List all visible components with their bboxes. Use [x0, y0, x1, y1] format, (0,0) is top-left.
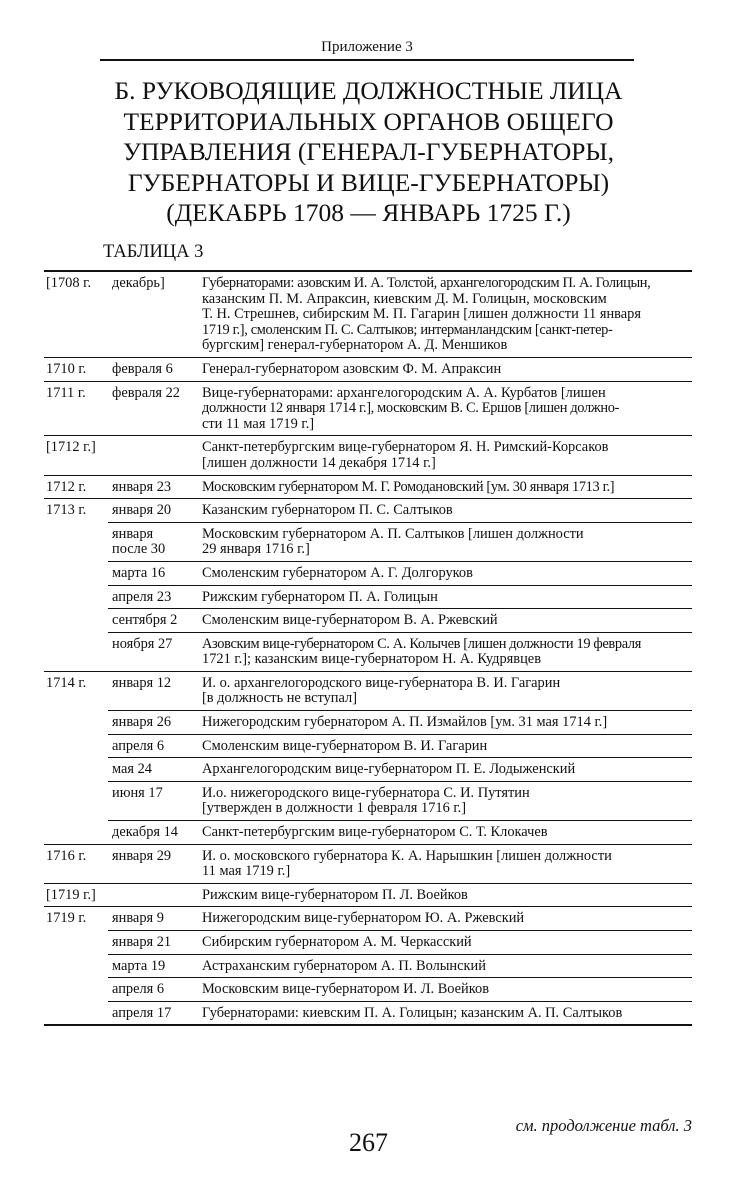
year-cell — [44, 978, 108, 1002]
description-cell — [199, 585, 692, 609]
text-line: [в должность не вступал] — [202, 690, 357, 707]
date-line: января — [112, 525, 154, 542]
table-row — [44, 978, 692, 1002]
description-cell — [199, 821, 692, 845]
year-cell: 1716 г. — [44, 844, 108, 883]
text-line: Азовским вице-губернатором С. А. Колычев [лишен должности 19 февраля — [202, 635, 641, 652]
table-row — [44, 585, 692, 609]
date-cell — [108, 436, 199, 475]
description-cell — [199, 931, 692, 955]
year-cell — [44, 734, 108, 758]
continuation-note: см. продолжение табл. 3 — [515, 1116, 692, 1135]
text-line: Смоленским вице-губернатором В. А. Ржевский — [202, 612, 498, 629]
year-cell: 1710 г. — [44, 357, 108, 381]
text-line: Губернаторами: киевским П. А. Голицын; казанским А. П. Салтыков — [202, 1004, 623, 1021]
year-cell — [44, 1001, 108, 1025]
table-row — [44, 844, 692, 883]
date-line: после 30 — [112, 541, 166, 558]
table-row — [44, 561, 692, 585]
text-line: Казанским губернатором П. С. Салтыков — [202, 502, 453, 519]
year-cell — [44, 711, 108, 735]
text-line: Смоленским вице-губернатором В. И. Гагарин — [202, 737, 488, 754]
running-head: Приложение 3 — [321, 39, 413, 55]
appointments-table — [44, 272, 692, 1026]
description-cell — [199, 272, 692, 357]
title-line: ГУБЕРНАТОРЫ И ВИЦЕ-ГУБЕРНАТОРЫ) — [127, 167, 610, 197]
text-line: Вице-губернаторами: архангелогородским А. А. Курбатов [лишен — [202, 384, 606, 401]
description-cell — [199, 781, 692, 820]
table-row — [44, 499, 692, 523]
running-head-rule — [100, 59, 634, 61]
description-cell — [199, 954, 692, 978]
text-line: [утвержден в должности 1 февраля 1716 г.] — [202, 800, 467, 817]
table-body — [44, 272, 692, 1025]
year-cell — [44, 632, 108, 671]
table-row — [44, 475, 692, 499]
table-row — [44, 632, 692, 671]
table-row — [44, 357, 692, 381]
text-line: Рижским губернатором П. А. Голицын — [202, 588, 438, 605]
year-cell: [1712 г.] — [44, 436, 108, 475]
description-cell — [199, 883, 692, 907]
text-line: [лишен должности 14 декабря 1714 г.] — [202, 454, 436, 471]
date-cell — [108, 883, 199, 907]
description-cell — [199, 711, 692, 735]
text-line: И. о. архангелогородского вице-губернатора В. И. Гагарин — [202, 674, 561, 691]
description-cell — [199, 499, 692, 523]
title-line: Б. РУКОВОДЯЩИЕ ДОЛЖНОСТНЫЕ ЛИЦА — [114, 76, 623, 105]
text-line: должности 12 января 1714 г.], московским В. С. Ершов [лишен должно- — [202, 400, 620, 417]
text-line: Генерал-губернатором азовским Ф. М. Апраксин — [202, 360, 502, 377]
text-line: Смоленским губернатором А. Г. Долгоруков — [202, 564, 473, 581]
text-line: Архангелогородским вице-губернатором П. Е. Лодыженский — [202, 761, 576, 778]
description-cell — [199, 671, 692, 710]
year-cell — [44, 561, 108, 585]
page-number: 267 — [349, 1128, 388, 1157]
date-cell: января 29 — [108, 844, 199, 883]
text-line: 29 января 1716 г.] — [202, 541, 310, 558]
date-cell: июня 17 — [108, 781, 199, 820]
year-cell: 1713 г. — [46, 502, 87, 519]
year-cell: 1711 г. — [44, 381, 108, 436]
description-cell — [199, 978, 692, 1002]
text-line: Нижегородским губернатором А. П. Измайлов [ум. 31 мая 1714 г.] — [202, 714, 608, 731]
date-cell: января 20 — [108, 499, 199, 523]
year-cell — [44, 931, 108, 955]
table-row — [44, 272, 692, 357]
text-line: Сибирским губернатором А. М. Черкасский — [202, 934, 472, 950]
date-cell: мая 24 — [108, 758, 199, 782]
year-cell — [44, 609, 108, 633]
table-row — [44, 758, 692, 782]
text-line: казанским П. М. Апраксин, киевским Д. М. Голицын, московским — [202, 290, 607, 307]
date-cell: января 23 — [108, 475, 199, 499]
date-cell: сентября 2 — [108, 609, 199, 633]
year-cell: [1708 г. — [44, 272, 108, 357]
description-cell — [199, 632, 692, 671]
description-cell — [199, 758, 692, 782]
date-cell: апреля 23 — [108, 585, 199, 609]
text-line: И. о. московского губернатора К. А. Нарышкин [лишен должности — [202, 847, 612, 864]
table-row — [44, 381, 692, 436]
description-cell — [199, 734, 692, 758]
year-cell — [44, 821, 108, 845]
date-cell: декабря 14 — [108, 821, 199, 845]
table-row — [44, 436, 692, 475]
text-line: Т. Н. Стрешнев, сибирским М. П. Гагарин [лишен должности 11 января — [202, 306, 641, 323]
table-row — [44, 821, 692, 845]
date-cell: февраля 22 — [108, 381, 199, 436]
year-cell: [1719 г.] — [44, 883, 108, 907]
description-cell — [199, 357, 692, 381]
date-cell: января 12 — [108, 671, 199, 710]
year-cell — [44, 954, 108, 978]
date-cell: ноября 27 — [108, 632, 199, 671]
year-cell — [44, 758, 108, 782]
text-line: Московским губернатором М. Г. Ромодановский [ум. 30 января 1713 г.] — [202, 478, 615, 495]
table-row — [44, 907, 692, 931]
description-cell — [199, 436, 692, 475]
table-label: ТАБЛИЦА 3 — [103, 242, 204, 262]
text-line: Рижским вице-губернатором П. Л. Воейков — [202, 886, 468, 903]
description-cell — [199, 475, 692, 499]
year-cell: 1719 г. — [46, 910, 87, 927]
appointments-table-wrapper — [44, 270, 692, 1026]
text-line: Санкт-петербургским вице-губернатором Я. Н. Римский-Корсаков — [202, 439, 609, 456]
table-row — [44, 734, 692, 758]
table-row — [44, 883, 692, 907]
text-line: Губернаторами: азовским И. А. Толстой, архангелогородским П. А. Голицын, — [202, 275, 651, 291]
date-cell: апреля 6 — [108, 978, 199, 1002]
section-title — [40, 76, 697, 229]
date-cell: февраля 6 — [108, 357, 199, 381]
text-line: сти 11 мая 1719 г.] — [202, 415, 315, 432]
date-cell: марта 16 — [108, 561, 199, 585]
text-line: Московским губернатором А. П. Салтыков [лишен должности — [202, 525, 584, 542]
title-line: (ДЕКАБРЬ 1708 — ЯНВАРЬ 1725 Г.) — [166, 198, 571, 227]
description-cell — [199, 844, 692, 883]
date-cell: марта 19 — [108, 954, 199, 978]
table-row — [44, 711, 692, 735]
description-cell — [199, 1001, 692, 1025]
text-line: бургским] генерал-губернатором А. Д. Меншиков — [202, 337, 508, 354]
description-cell — [199, 561, 692, 585]
text-line: 1721 г.]; казанским вице-губернатором Н. А. Кудрявцев — [202, 651, 541, 668]
date-cell: января 21 — [108, 931, 199, 955]
year-cell: 1714 г. — [46, 674, 87, 691]
description-cell — [199, 522, 692, 561]
table-row — [44, 931, 692, 955]
year-cell: 1712 г. — [44, 475, 108, 499]
title-line: УПРАВЛЕНИЯ (ГЕНЕРАЛ-ГУБЕРНАТОРЫ, — [122, 137, 615, 166]
description-cell — [199, 907, 692, 931]
date-cell: апреля 17 — [108, 1001, 199, 1025]
table-row — [44, 671, 692, 710]
description-cell — [199, 609, 692, 633]
year-cell — [44, 522, 108, 561]
table-row — [44, 609, 692, 633]
table-row — [44, 1001, 692, 1025]
text-line: Астраханским губернатором А. П. Волынский — [202, 957, 486, 974]
date-cell: апреля 6 — [108, 734, 199, 758]
title-line: ТЕРРИТОРИАЛЬНЫХ ОРГАНОВ ОБЩЕГО — [123, 106, 614, 136]
text-line: Московским вице-губернатором И. Л. Воейков — [202, 981, 490, 998]
text-line: Нижегородским вице-губернатором Ю. А. Ржевский — [202, 910, 525, 927]
date-cell: января 26 — [108, 711, 199, 735]
text-line: Санкт-петербургским вице-губернатором С. Т. Клокачев — [202, 824, 548, 841]
text-line: 1719 г.], смоленским П. С. Салтыков; интерманландским [санкт-петер- — [202, 321, 613, 338]
text-line: 11 мая 1719 г.] — [202, 863, 291, 880]
table-row — [44, 522, 692, 561]
date-cell: декабрь] — [108, 272, 199, 357]
date-cell: января 9 — [108, 907, 199, 931]
table-row — [44, 781, 692, 820]
date-cell — [108, 522, 199, 561]
year-cell — [44, 781, 108, 820]
description-cell — [199, 381, 692, 436]
table-row — [44, 954, 692, 978]
text-line: И.о. нижегородского вице-губернатора С. И. Путятин — [202, 784, 530, 801]
year-cell — [44, 585, 108, 609]
